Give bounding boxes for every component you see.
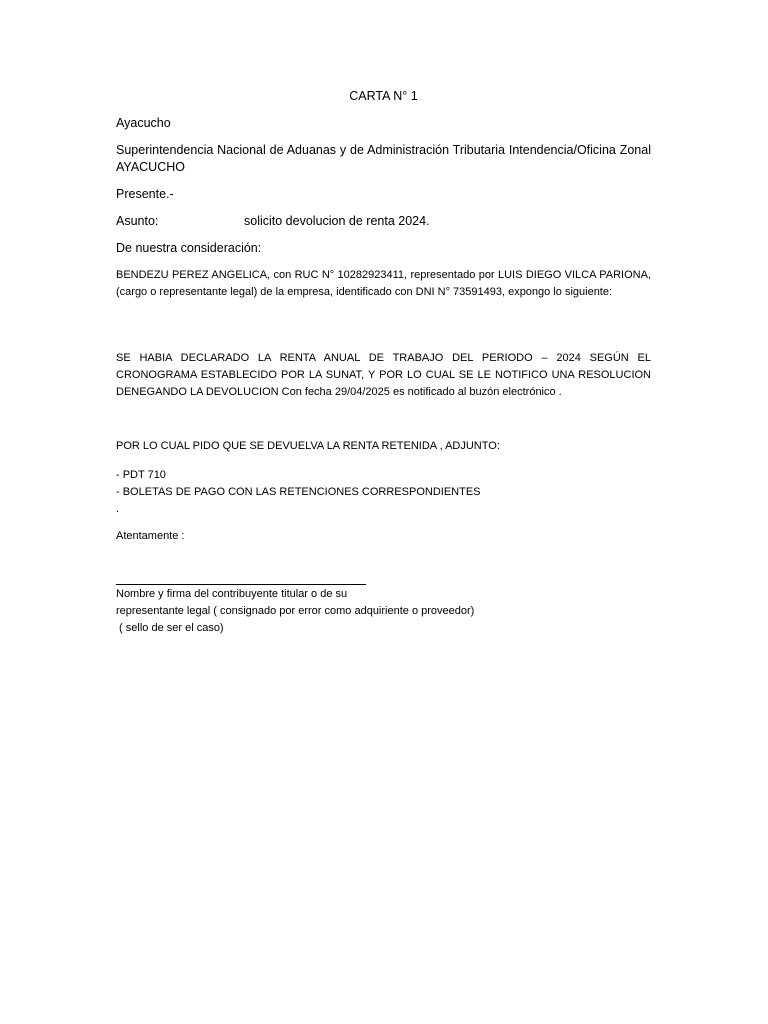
signature-caption-line: Nombre y firma del contribuyente titular o de su bbox=[116, 588, 348, 600]
body-paragraph: SE HABIA DECLARADO LA RENTA ANUAL DE TRABAJO DEL PERIODO – 2024 SEGÚN EL CRONOGRAMA ESTABLECIDO POR LA SUNAT, Y POR LO CUAL SE LE NOTIFICO UNA RESOLUCION DENEGANDO LA DEVOLUCION Con fecha 29/04/2025 es notificado al buzón electrónico . bbox=[116, 352, 651, 398]
subject-value: solicito devolucion de renta 2024. bbox=[244, 214, 430, 228]
salutation-line: De nuestra consideración: bbox=[116, 241, 262, 255]
attachment-item: . bbox=[116, 503, 120, 515]
attachments-list bbox=[116, 467, 651, 518]
attachment-item: - BOLETAS DE PAGO CON LAS RETENCIONES CORRESPONDIENTES bbox=[116, 486, 481, 498]
subject-line bbox=[116, 213, 651, 230]
subject-label: Asunto: bbox=[116, 214, 159, 228]
attachment-item: - PDT 710 bbox=[116, 469, 166, 481]
signature-caption-line: ( sello de ser el caso) bbox=[116, 622, 224, 634]
intro-paragraph: BENDEZU PEREZ ANGELICA, con RUC N° 10282923411, representado por LUIS DIEGO VILCA PARIONA, (cargo o representante legal) de la empresa, identificado con DNI N° 73591493, expongo lo siguiente: bbox=[116, 269, 651, 298]
letter-title: CARTA N° 1 bbox=[349, 89, 418, 103]
city-line: Ayacucho bbox=[116, 116, 171, 130]
signature-line bbox=[116, 584, 366, 585]
closing-line: Atentamente : bbox=[116, 530, 185, 542]
request-line: POR LO CUAL PIDO QUE SE DEVUELVA LA RENTA RETENIDA , ADJUNTO: bbox=[116, 440, 500, 452]
recipient-block: Superintendencia Nacional de Aduanas y de Administración Tributaria Intendencia/Oficina Zonal AYACUCHO bbox=[116, 143, 651, 174]
signature-caption bbox=[116, 586, 651, 637]
presente-line: Presente.- bbox=[116, 187, 174, 201]
signature-caption-line: representante legal ( consignado por error como adquiriente o proveedor) bbox=[116, 605, 475, 617]
